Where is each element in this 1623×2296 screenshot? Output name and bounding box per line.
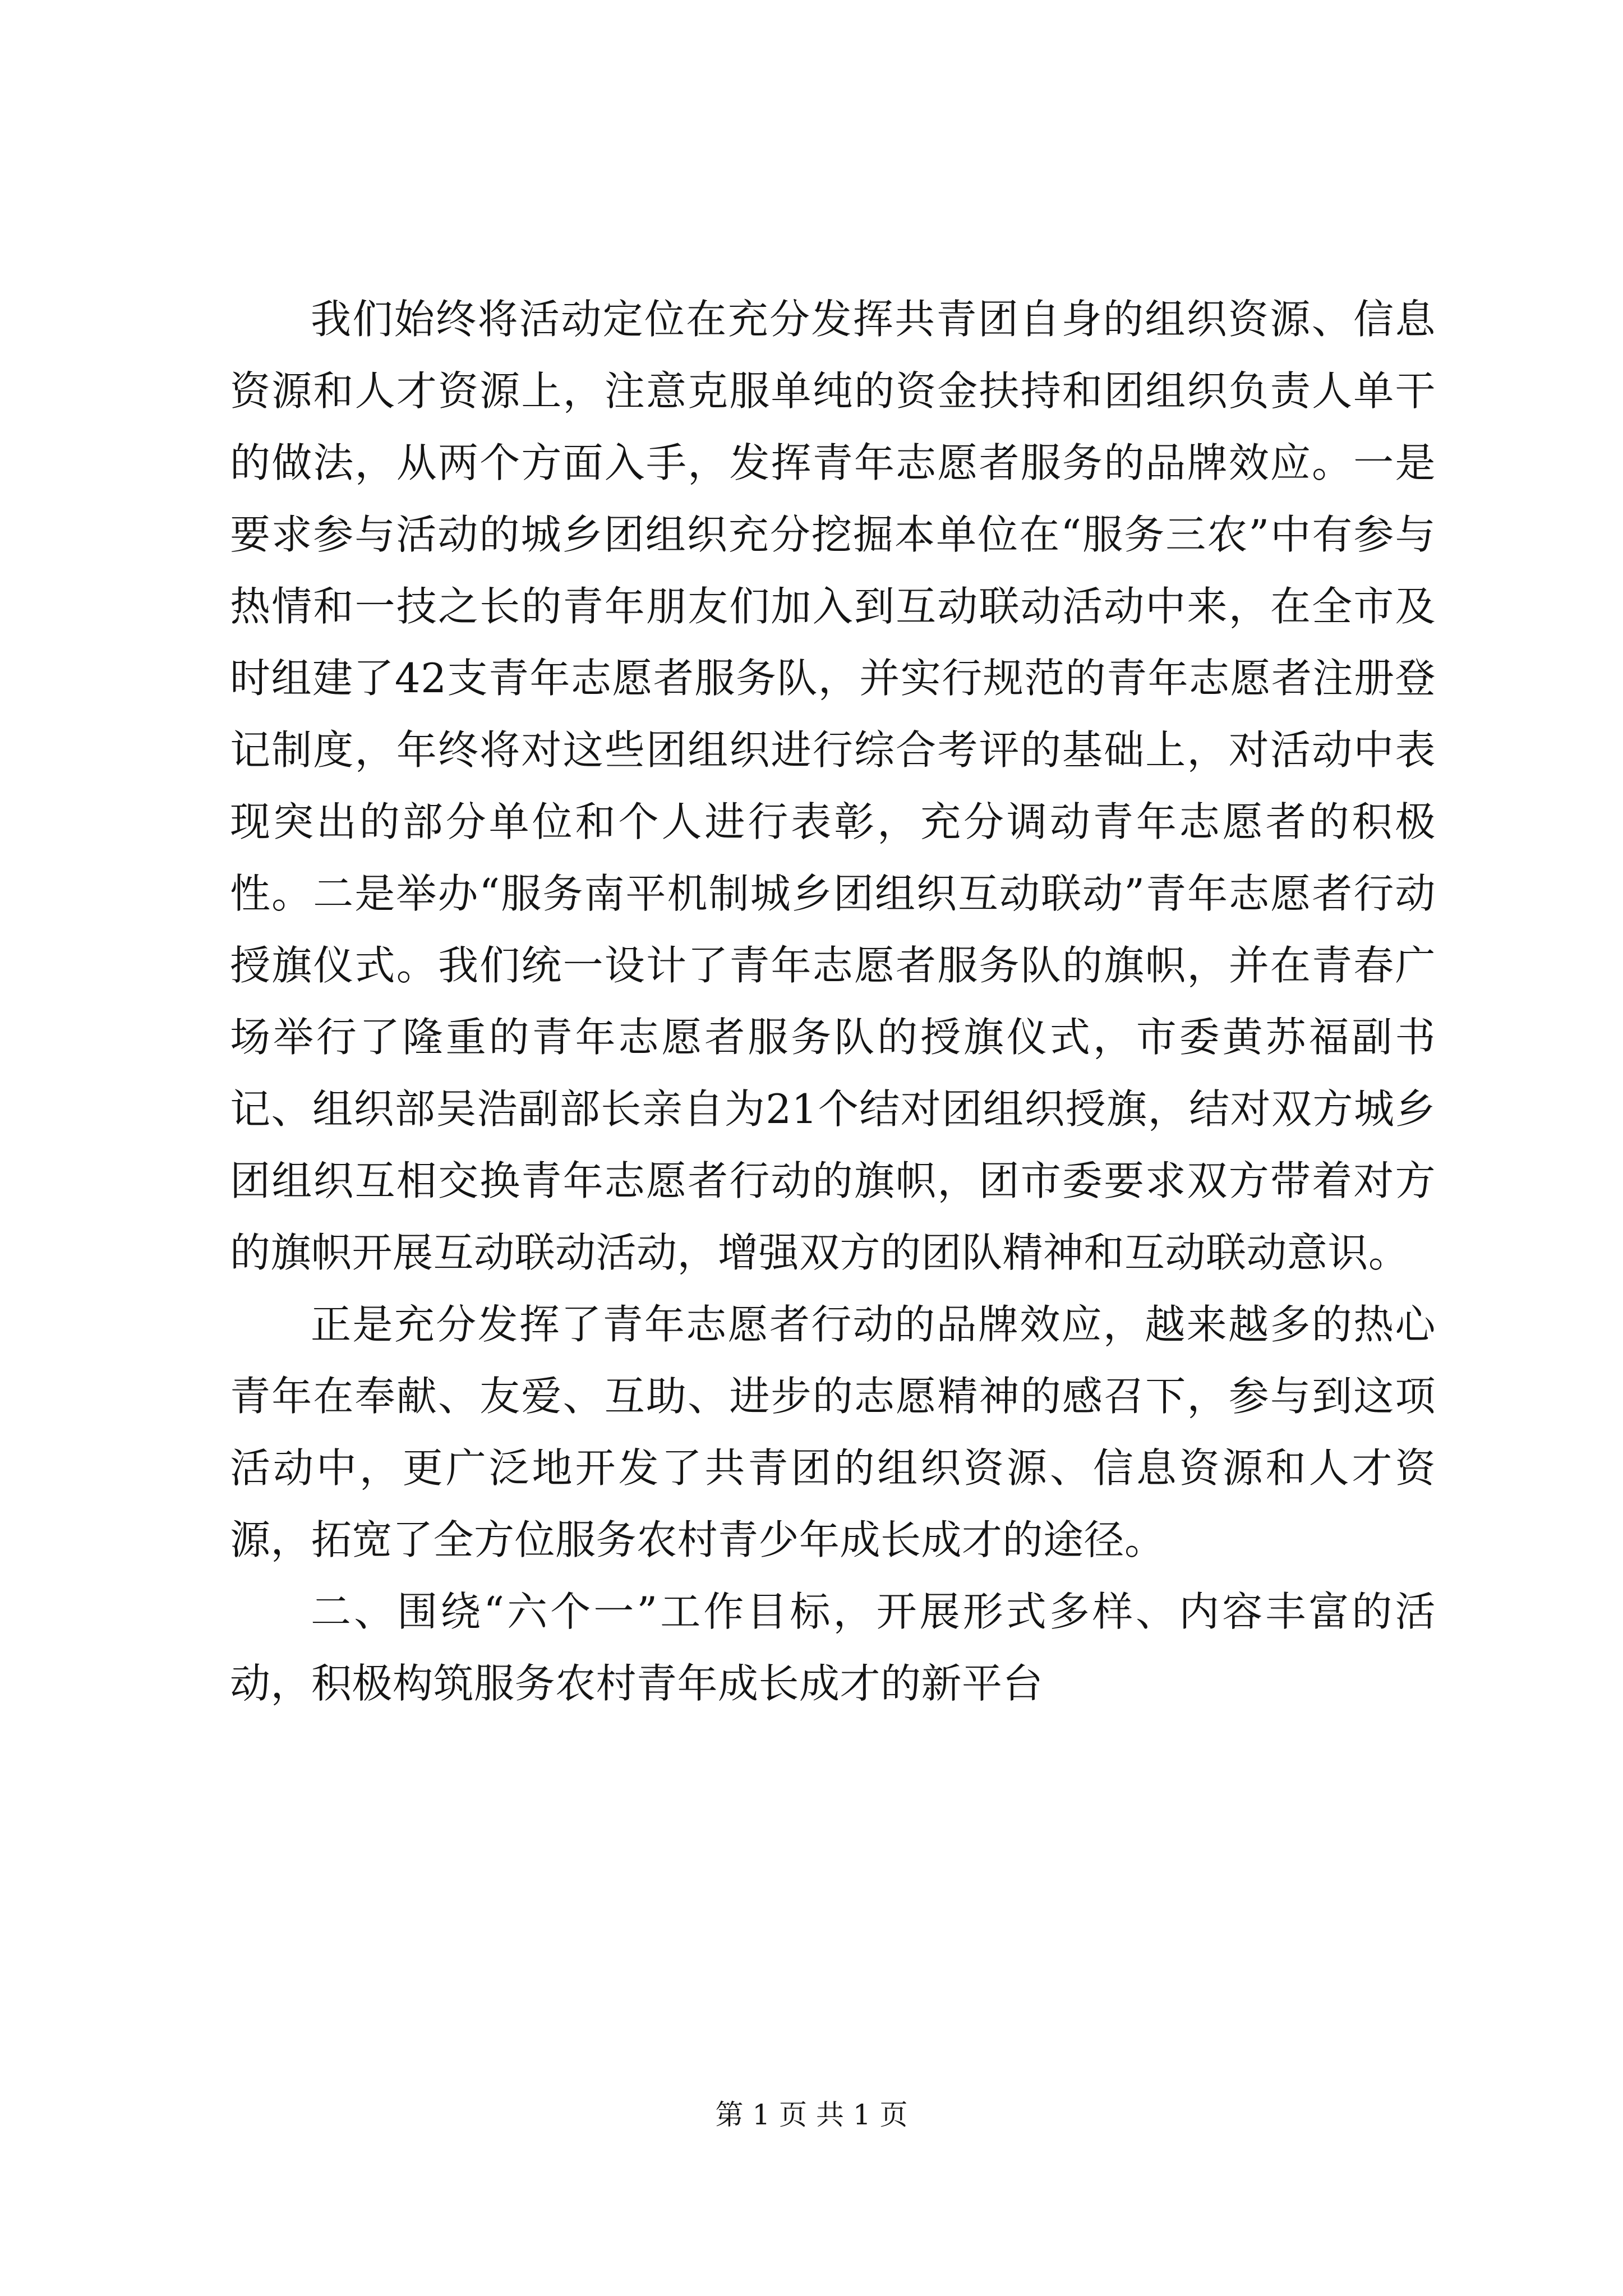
page-footer: 第 1 页 共 1 页: [715, 2099, 908, 2131]
paragraph-1: 我们始终将活动定位在充分发挥共青团自身的组织资源、信息资源和人才资源上，注意克服单纯的资金扶持和团组织负责人单干的做法，从两个方面入手，发挥青年志愿者服务的品牌效应。一是要求参与活动的城乡团组织充分挖掘本单位在“服务三农”中有参与热情和一技之长的青年朋友们加入到互动联动活动中来，在全市及时组建了42支青年志愿者服务队，并实行规范的青年志愿者注册登记制度，年终将对这些团组织进行综合考评的基础上，对活动中表现突出的部分单位和个人进行表彰，充分调动青年志愿者的积极性。二是举办“服务南平机制城乡团组织互动联动”青年志愿者行动授旗仪式。我们统一设计了青年志愿者服务队的旗帜，并在青春广场举行了隆重的青年志愿者服务队的授旗仪式，市委黄苏福副书记、组织部吴浩副部长亲自为21个结对团组织授旗，结对双方城乡团组织互相交换青年志愿者行动的旗帜，团市委要求双方带着对方的旗帜开展互动联动活动，增强双方的团队精神和互动联动意识。: [230, 296, 1436, 1276]
paragraph-2: 正是充分发挥了青年志愿者行动的品牌效应，越来越多的热心青年在奉献、友爱、互助、进步的志愿精神的感召下，参与到这项活动中，更广泛地开发了共青团的组织资源、信息资源和人才资源，拓宽了全方位服务农村青少年成长成才的途径。: [230, 1301, 1436, 1563]
document-body: [230, 283, 1436, 1719]
paragraph-3-heading: 二、围绕“六个一”工作目标，开展形式多样、内容丰富的活动，积极构筑服务农村青年成长成才的新平台: [230, 1588, 1436, 1707]
